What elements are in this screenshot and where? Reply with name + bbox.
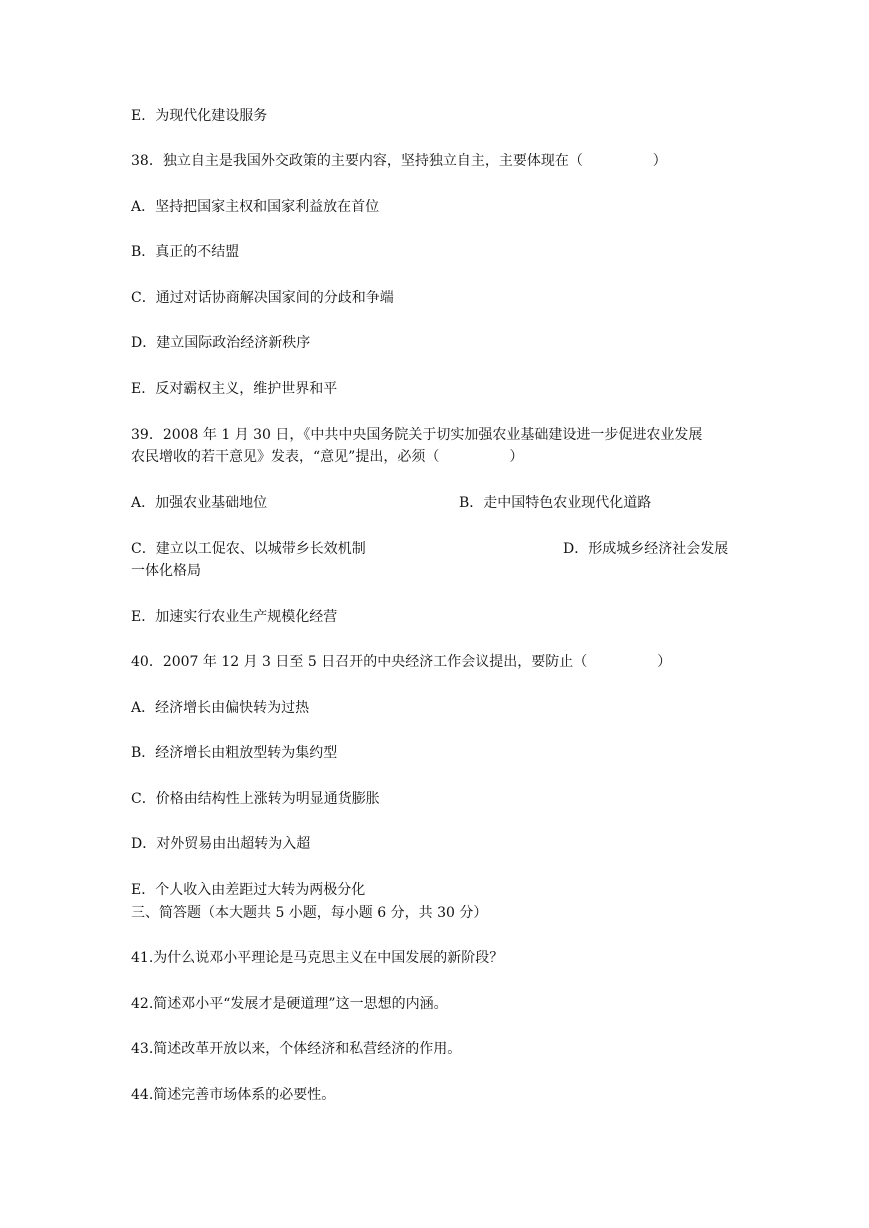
q40-option-b: B．经济增长由粗放型转为集约型: [131, 745, 338, 761]
q39-option-b: B．走中国特色农业现代化道路: [459, 495, 652, 511]
q40-stem: 40．2007 年 12 月 3 日至 5 日召开的中央经济工作会议提出，要防止（ ）: [131, 654, 672, 670]
q40-option-d: D．对外贸易由出超转为入超: [131, 836, 311, 852]
q38-option-a: A．坚持把国家主权和国家利益放在首位: [131, 199, 380, 215]
section3-heading: 三、简答题（本大题共 5 小题，每小题 6 分，共 30 分）: [131, 905, 488, 921]
q40-option-a: A．经济增长由偏快转为过热: [131, 700, 310, 716]
q38-stem: 38．独立自主是我国外交政策的主要内容，坚持独立自主，主要体现在（ ）: [131, 153, 667, 169]
q37-option-e: E．为现代化建设服务: [131, 108, 268, 124]
q39-option-a: A．加强农业基础地位: [131, 495, 268, 511]
q38-option-d: D．建立国际政治经济新秩序: [131, 335, 311, 351]
q39-stem-line2: 农民增收的若干意见》发表，“意见”提出，必须（ ）: [131, 449, 524, 465]
question-42: 42.简述邓小平“发展才是硬道理”这一思想的内涵。: [131, 996, 448, 1012]
q39-stem-line1: 39．2008 年 1 月 30 日，《中共中央国务院关于切实加强农业基础建设进一步促进农业发展: [131, 427, 703, 443]
q39-option-d-continued: 一体化格局: [131, 563, 201, 579]
q39-option-c: C．建立以工促农、以城带乡长效机制: [131, 541, 366, 557]
question-43: 43.简述改革开放以来，个体经济和私营经济的作用。: [131, 1041, 462, 1057]
q38-option-b: B．真正的不结盟: [131, 244, 240, 260]
q38-option-c: C．通过对话协商解决国家间的分歧和争端: [131, 290, 394, 306]
q40-option-c: C．价格由结构性上涨转为明显通货膨胀: [131, 791, 380, 807]
question-44: 44.简述完善市场体系的必要性。: [131, 1087, 336, 1103]
q38-option-e: E．反对霸权主义，维护世界和平: [131, 381, 338, 397]
q39-option-d: D．形成城乡经济社会发展: [563, 541, 729, 557]
q39-option-e: E．加速实行农业生产规模化经营: [131, 609, 338, 625]
question-41: 41.为什么说邓小平理论是马克思主义在中国发展的新阶段？: [131, 950, 504, 966]
q40-option-e: E．个人收入由差距过大转为两极分化: [131, 882, 366, 898]
